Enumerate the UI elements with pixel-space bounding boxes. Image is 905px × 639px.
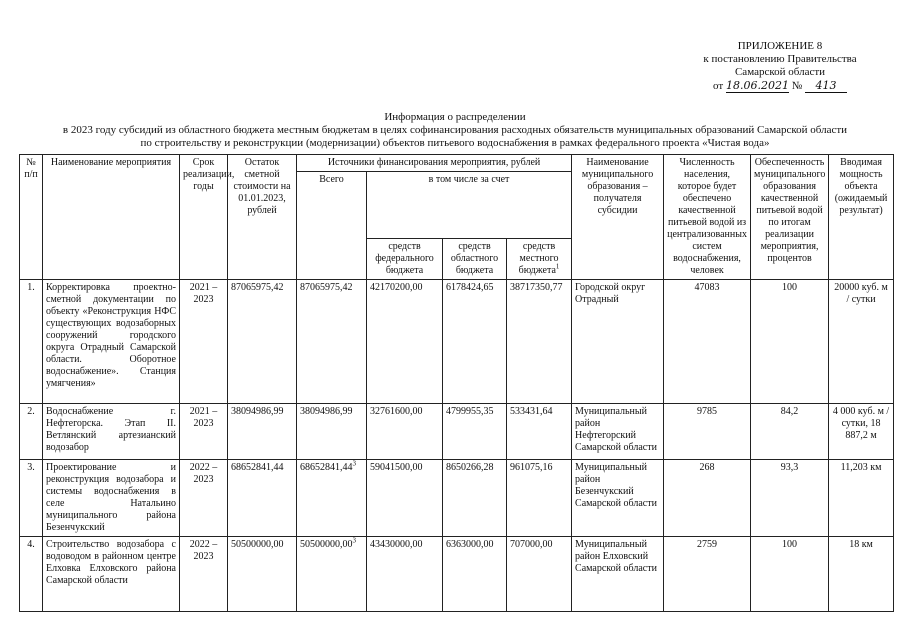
row-total-value: 68652841,44 (300, 462, 353, 473)
header-municipality: Наименование муниципального образования – получателя субсидии (572, 155, 664, 280)
table-row (20, 280, 894, 404)
row-total-value: 50500000,00 (300, 539, 353, 550)
header-local-text: средств местного бюджета (518, 241, 559, 276)
row-population: 268 (664, 460, 751, 537)
number-prefix: № (791, 80, 803, 92)
row-federal: 43430000,00 (367, 537, 443, 612)
appendix-resolution: к постановлению Правительства (703, 53, 857, 65)
row-provision: 93,3 (751, 460, 829, 537)
row-federal: 32761600,00 (367, 404, 443, 460)
row-name: Строительство водозабора с водоводом в районном центре Елховка Елховского района Самарской области (43, 537, 180, 612)
row-term: 2021 – 2023 (180, 280, 228, 404)
row-balance: 38094986,99 (228, 404, 297, 460)
row-local: 961075,16 (507, 460, 572, 537)
row-term: 2022 – 2023 (180, 537, 228, 612)
header-federal: средств федерального бюджета (367, 239, 443, 280)
appendix-title: ПРИЛОЖЕНИЕ 8 (737, 40, 823, 52)
table-row (20, 537, 894, 612)
row-num: 2. (20, 404, 43, 460)
appendix-block (680, 40, 880, 93)
row-total-value: 38094986,99 (300, 406, 353, 417)
appendix-date-line (680, 79, 880, 93)
row-num: 4. (20, 537, 43, 612)
row-local: 707000,00 (507, 537, 572, 612)
row-provision: 84,2 (751, 404, 829, 460)
row-total-value: 87065975,42 (300, 282, 353, 293)
row-total (297, 404, 367, 460)
footnote-mark: 3 (352, 459, 356, 468)
row-municipality: Муниципальный район Безенчукский Самарской области (572, 460, 664, 537)
footnote-mark: 1 (555, 262, 560, 271)
header-total: Всего (297, 172, 367, 280)
row-num: 3. (20, 460, 43, 537)
document-heading (30, 111, 880, 150)
row-local: 38717350,77 (507, 280, 572, 404)
row-total (297, 280, 367, 404)
heading-line-3: по строительству и реконструкции (модернизации) объектов питьевого водоснабжения в рамках федерального проекта «Чистая вода» (140, 137, 770, 149)
row-municipality: Муниципальный район Нефтегорский Самарской области (572, 404, 664, 460)
row-municipality: Городской округ Отрадный (572, 280, 664, 404)
row-federal: 59041500,00 (367, 460, 443, 537)
row-balance: 50500000,00 (228, 537, 297, 612)
heading-line-2: в 2023 году субсидий из областного бюджета местным бюджетам в целях софинансирования расходных обязательств муниципальных образований Самарской области (62, 124, 848, 136)
header-name: Наименование мероприятия (43, 155, 180, 280)
row-regional: 6178424,65 (443, 280, 507, 404)
row-population: 9785 (664, 404, 751, 460)
row-provision: 100 (751, 537, 829, 612)
row-name: Водоснабжение г. Нефтегорска. Этап II. Ветлянский артезианский водозабор (43, 404, 180, 460)
row-provision: 100 (751, 280, 829, 404)
row-capacity: 11,203 км (829, 460, 894, 537)
row-term: 2021 – 2023 (180, 404, 228, 460)
header-term: Срок реализации, годы (180, 155, 228, 280)
row-name: Проектирование и реконструкция водозабора и системы водоснабжения в селе Натальино муниципального района Безенчукский (43, 460, 180, 537)
row-capacity: 20000 куб. м / сутки (829, 280, 894, 404)
row-term: 2022 – 2023 (180, 460, 228, 537)
handwritten-date: 18.06.2021 (725, 79, 789, 92)
row-population: 2759 (664, 537, 751, 612)
row-balance: 68652841,44 (228, 460, 297, 537)
header-num: № п/п (20, 155, 43, 280)
table-body (20, 280, 894, 612)
header-local (507, 239, 572, 280)
header-capacity: Вводимая мощность объекта (ожидаемый результат) (829, 155, 894, 280)
row-population: 47083 (664, 280, 751, 404)
row-balance: 87065975,42 (228, 280, 297, 404)
heading-line-1: Информация о распределении (384, 111, 526, 123)
row-regional: 6363000,00 (443, 537, 507, 612)
row-capacity: 4 000 куб. м / сутки, 18 887,2 м (829, 404, 894, 460)
header-provision: Обеспеченность муниципального образования качественной питьевой водой по итогам реализации мероприятия, процентов (751, 155, 829, 280)
date-prefix: от (713, 80, 724, 92)
row-num: 1. (20, 280, 43, 404)
row-regional: 4799955,35 (443, 404, 507, 460)
table-header (20, 155, 894, 280)
header-population: Численность населения, которое будет обеспечено качественной питьевой водой из централизованных систем водоснабжения, человек (664, 155, 751, 280)
table-row (20, 404, 894, 460)
footnote-mark: 3 (352, 536, 356, 545)
header-sources: Источники финансирования мероприятия, рублей (297, 155, 572, 172)
row-regional: 8650266,28 (443, 460, 507, 537)
row-municipality: Муниципальный район Елховский Самарской области (572, 537, 664, 612)
row-total (297, 460, 367, 537)
appendix-region: Самарской области (734, 66, 826, 78)
header-balance: Остаток сметной стоимости на 01.01.2023, рублей (228, 155, 297, 280)
row-capacity: 18 км (829, 537, 894, 612)
handwritten-number: 413 (805, 79, 847, 93)
header-including: в том числе за счет (367, 172, 572, 239)
row-total (297, 537, 367, 612)
header-regional: средств областного бюджета (443, 239, 507, 280)
row-local: 533431,64 (507, 404, 572, 460)
row-name: Корректировка проектно-сметной документации по объекту «Реконструкция НФС существующих водозаборных сооружений городского округа Отрадный Самарской области. Оборотное водоснабжение». Станция умягчения» (43, 280, 180, 404)
row-federal: 42170200,00 (367, 280, 443, 404)
subsidy-table (19, 154, 894, 612)
table-row (20, 460, 894, 537)
